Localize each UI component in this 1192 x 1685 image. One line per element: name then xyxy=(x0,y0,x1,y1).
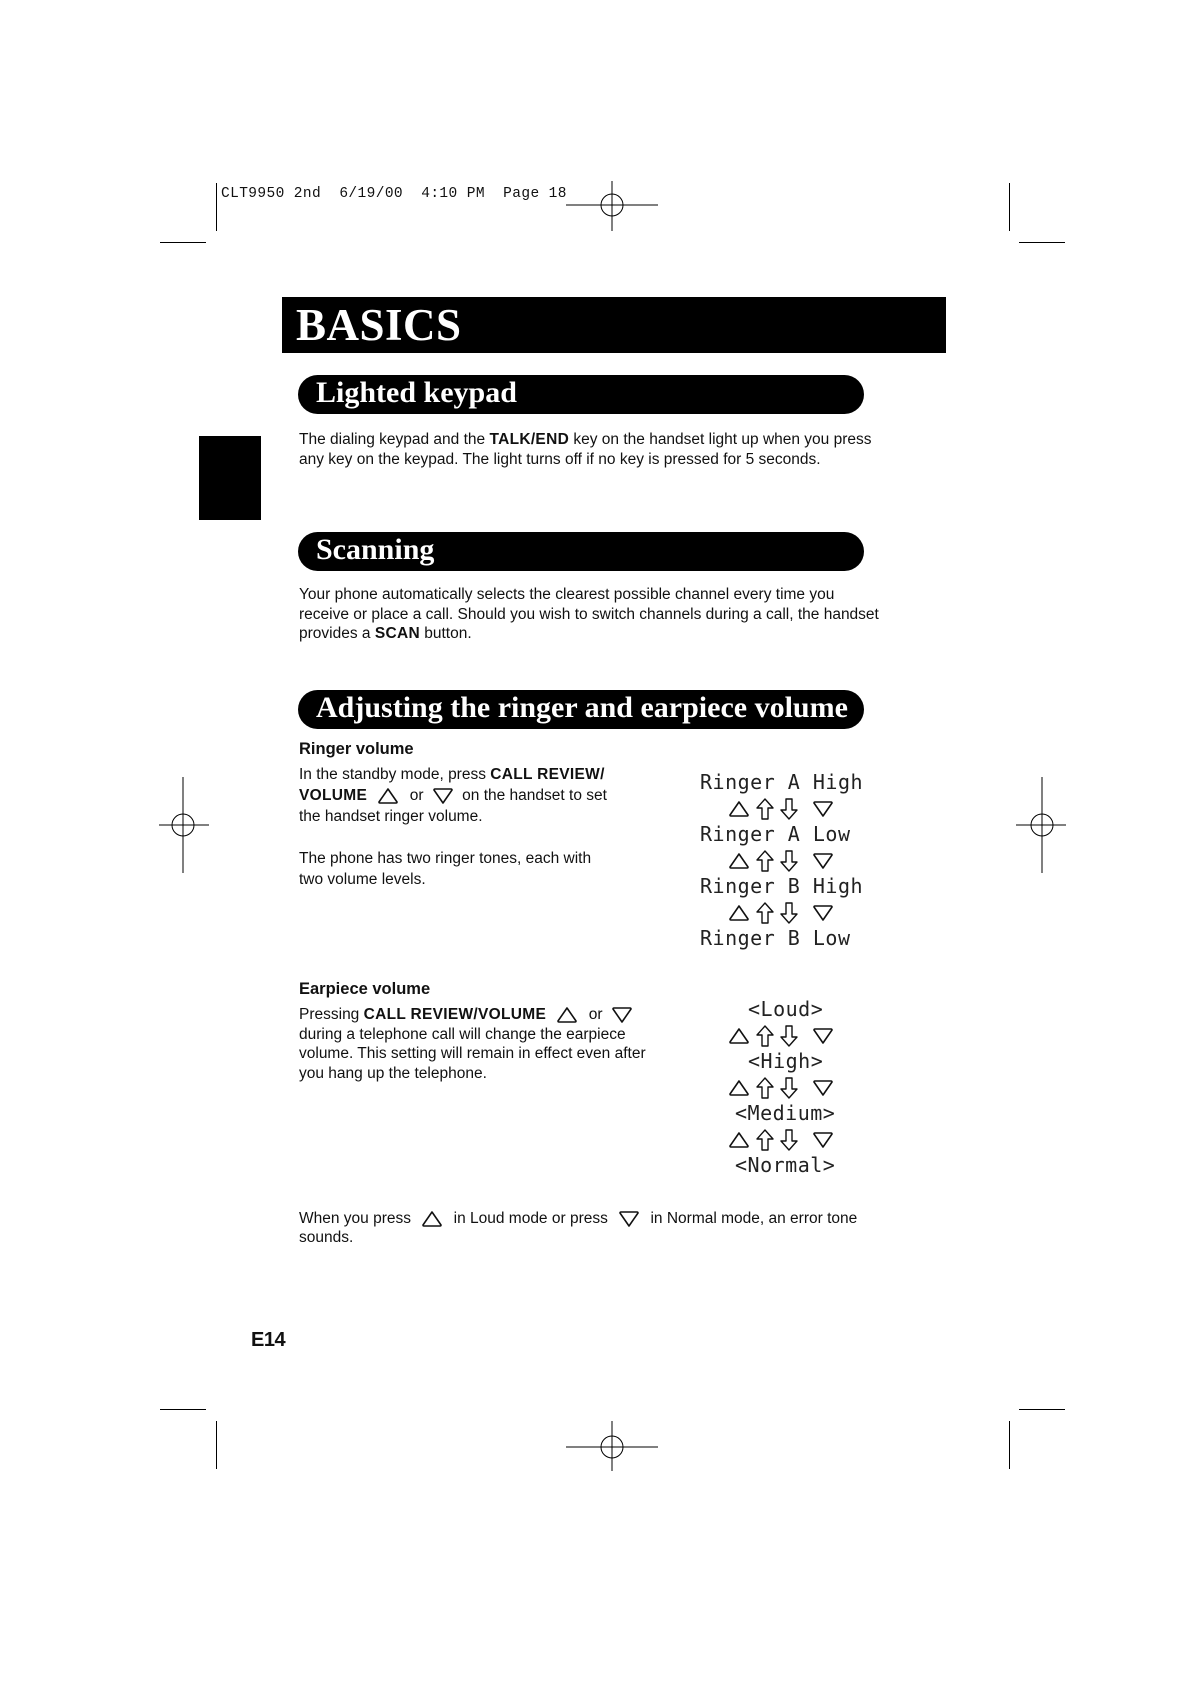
volume-down-key-icon xyxy=(618,1210,640,1228)
key-sequence-row xyxy=(728,850,834,877)
arrow-up-icon xyxy=(756,902,774,929)
text: key on the handset light up when you press xyxy=(569,431,872,448)
section-heading-text: Adjusting the ringer and earpiece volume xyxy=(316,691,848,724)
print-slug: CLT9950 2nd 6/19/00 4:10 PM Page 18 xyxy=(221,186,567,202)
section-heading-scanning xyxy=(298,532,864,571)
arrow-up-icon xyxy=(756,850,774,877)
crop-mark xyxy=(1019,1409,1065,1410)
page-number: E14 xyxy=(251,1329,286,1351)
lcd-line: <Loud> xyxy=(748,997,824,1021)
text: Pressing xyxy=(299,1006,364,1023)
section-heading-volume xyxy=(298,690,864,729)
lighted-keypad-text xyxy=(299,430,872,469)
chapter-tab xyxy=(199,436,261,520)
arrow-down-icon xyxy=(780,850,798,877)
crop-mark xyxy=(216,183,217,231)
crop-mark xyxy=(1009,1421,1010,1469)
lcd-line: <High> xyxy=(748,1049,824,1073)
text: the handset ringer volume. xyxy=(299,808,483,825)
arrow-down-icon xyxy=(780,798,798,825)
text: button. xyxy=(419,625,472,642)
page-title: BASICS xyxy=(296,300,462,350)
key-name: CALL REVIEW/VOLUME xyxy=(363,1006,547,1023)
lcd-line: <Normal> xyxy=(735,1153,836,1177)
scanning-text xyxy=(299,585,879,644)
lcd-line: Ringer A Low xyxy=(700,822,851,846)
key-sequence-row xyxy=(728,798,834,825)
crop-mark xyxy=(1019,242,1065,243)
section-heading-text: Lighted keypad xyxy=(316,376,517,409)
volume-down-key-icon xyxy=(432,787,454,805)
volume-down-key-icon xyxy=(812,1027,834,1050)
key-sequence-row xyxy=(728,902,834,929)
text: or xyxy=(409,787,424,804)
volume-up-key-icon xyxy=(728,800,750,823)
lcd-line: Ringer A High xyxy=(700,770,864,794)
text: Your phone automatically selects the clearest possible channel every time you xyxy=(299,586,835,603)
arrow-down-icon xyxy=(780,1129,798,1156)
volume-up-key-icon xyxy=(728,1079,750,1102)
registration-mark-icon xyxy=(566,1421,658,1471)
error-tone-note xyxy=(299,1209,857,1247)
page-title-bar xyxy=(282,297,946,353)
text: When you press xyxy=(299,1210,411,1227)
registration-mark-icon xyxy=(1016,777,1066,873)
key-sequence-row xyxy=(728,1025,834,1052)
volume-up-key-icon xyxy=(556,1006,578,1024)
arrow-up-icon xyxy=(756,1025,774,1052)
arrow-up-icon xyxy=(756,1129,774,1156)
volume-down-key-icon xyxy=(611,1006,633,1024)
text: on the handset to set xyxy=(462,787,607,804)
text: volume. This setting will remain in effect even after xyxy=(299,1045,646,1062)
volume-down-key-icon xyxy=(812,1079,834,1102)
text: two volume levels. xyxy=(299,871,426,888)
key-name: CALL REVIEW/ xyxy=(490,766,605,783)
registration-mark-icon xyxy=(159,777,209,873)
arrow-up-icon xyxy=(756,1077,774,1104)
earpiece-volume-subheading: Earpiece volume xyxy=(299,980,431,998)
volume-down-key-icon xyxy=(812,904,834,927)
volume-up-key-icon xyxy=(421,1210,443,1228)
crop-mark xyxy=(1009,183,1010,231)
text: provides a xyxy=(299,625,375,642)
volume-up-key-icon xyxy=(377,787,399,805)
crop-mark xyxy=(160,242,206,243)
lcd-line: Ringer B Low xyxy=(700,926,851,950)
text: The dialing keypad and the xyxy=(299,431,490,448)
ringer-volume-text xyxy=(299,764,607,890)
crop-mark xyxy=(216,1421,217,1469)
key-name: VOLUME xyxy=(299,787,368,804)
key-name: TALK/END xyxy=(489,431,570,448)
earpiece-volume-text xyxy=(299,1005,646,1083)
section-heading-lighted-keypad xyxy=(298,375,864,414)
section-heading-text: Scanning xyxy=(316,533,435,566)
text: or xyxy=(588,1006,603,1023)
arrow-down-icon xyxy=(780,1077,798,1104)
volume-up-key-icon xyxy=(728,852,750,875)
key-name: SCAN xyxy=(374,625,420,642)
text: during a telephone call will change the earpiece xyxy=(299,1025,626,1043)
text: In the standby mode, press xyxy=(299,766,491,783)
volume-up-key-icon xyxy=(728,1027,750,1050)
volume-down-key-icon xyxy=(812,800,834,823)
volume-up-key-icon xyxy=(728,1131,750,1154)
text: in Normal mode, an error tone xyxy=(650,1210,858,1227)
arrow-down-icon xyxy=(780,902,798,929)
volume-down-key-icon xyxy=(812,852,834,875)
key-sequence-row xyxy=(728,1129,834,1156)
text: in Loud mode or press xyxy=(453,1210,608,1227)
text: any key on the keypad. The light turns off if no key is pressed for 5 seconds. xyxy=(299,450,821,468)
lcd-line: <Medium> xyxy=(735,1101,836,1125)
crop-mark xyxy=(160,1409,206,1410)
text: sounds. xyxy=(299,1229,354,1246)
volume-down-key-icon xyxy=(812,1131,834,1154)
key-sequence-row xyxy=(728,1077,834,1104)
arrow-down-icon xyxy=(780,1025,798,1052)
registration-mark-icon xyxy=(566,181,658,231)
lcd-line: Ringer B High xyxy=(700,874,864,898)
volume-up-key-icon xyxy=(728,904,750,927)
ringer-volume-subheading: Ringer volume xyxy=(299,740,414,758)
text: receive or place a call. Should you wish to switch channels during a call, the handset xyxy=(299,605,879,623)
arrow-up-icon xyxy=(756,798,774,825)
text: The phone has two ringer tones, each with xyxy=(299,850,592,867)
text: you hang up the telephone. xyxy=(299,1064,487,1082)
